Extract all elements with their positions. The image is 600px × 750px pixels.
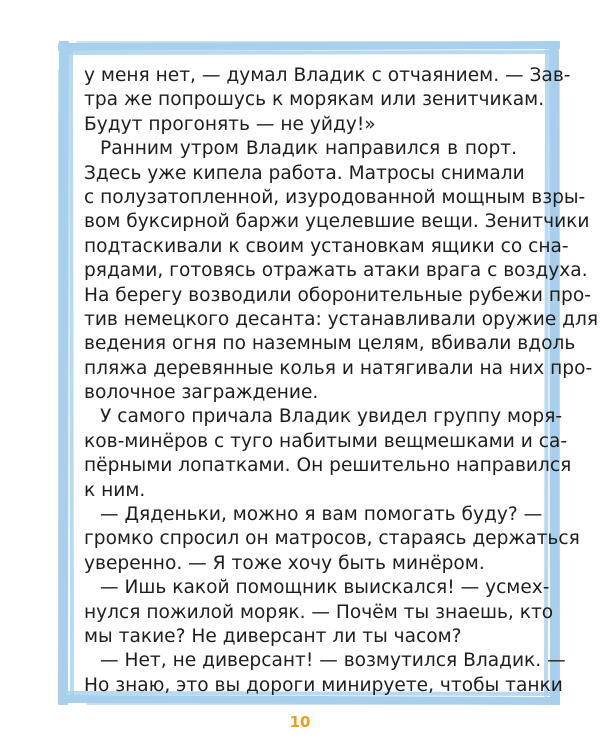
text-line: у меня нет, — думал Владик с отчаянием. — Зав- bbox=[84, 65, 571, 86]
text-line: пляжа деревянные колья и натягивали на них про- bbox=[84, 357, 593, 379]
text-line: тив немецкого десанта: устанавливали оружие для bbox=[84, 308, 599, 330]
text-line: — Дяденьки, можно я вам помогать буду? — bbox=[100, 504, 543, 526]
text-line: У самого причала Владик увидел группу моря- bbox=[100, 406, 563, 428]
text-line: мы такие? Не диверсант ли ты часом? bbox=[84, 625, 462, 647]
text-line: с полузатопленной, изуродованной мощным взры- bbox=[84, 186, 586, 208]
text-line: — Ишь какой помощник выискался! — усмех- bbox=[100, 577, 550, 599]
text-line: к ним. bbox=[84, 479, 146, 501]
page-number: 10 bbox=[289, 713, 311, 731]
text-line: подтаскивали к своим установкам ящики со сна- bbox=[84, 235, 569, 257]
text-line: рядами, готовясь отражать атаки врага с воздуха. bbox=[84, 260, 588, 282]
text-line: уверенно. — Я тоже хочу быть минёром. bbox=[84, 552, 485, 574]
text-line: — Нет, не диверсант! — возмутился Владик. — bbox=[100, 650, 566, 672]
text-line: нулся пожилой моряк. — Почём ты знаешь, кто bbox=[84, 601, 554, 623]
text-line: ведения огня по наземным целям, вбивали вдоль bbox=[84, 333, 576, 355]
text-line: Будут прогонять — не уйду!» bbox=[84, 113, 376, 135]
text-line: На берегу возводили оборонительные рубежи про- bbox=[84, 284, 591, 306]
text-line: громко спросил он матросов, стараясь держаться bbox=[84, 528, 580, 550]
text-line: пёрными лопатками. Он решительно направился bbox=[84, 455, 572, 477]
text-line: Но знаю, это вы дороги минируете, чтобы танки bbox=[84, 674, 563, 696]
text-line: Ранним утром Владик направился в порт. bbox=[100, 138, 517, 160]
text-line: ков-минёров с туго набитыми вещмешками и са- bbox=[84, 430, 568, 452]
text-line: тра же попрошусь к морякам или зенитчикам. bbox=[84, 89, 545, 111]
text-line: волочное заграждение. bbox=[84, 382, 319, 404]
text-line: вом буксирной баржи уцелевшие вещи. Зенитчики bbox=[84, 211, 590, 233]
story-text bbox=[84, 64, 599, 698]
text-line: Здесь уже кипела работа. Матросы снимали bbox=[84, 162, 525, 184]
